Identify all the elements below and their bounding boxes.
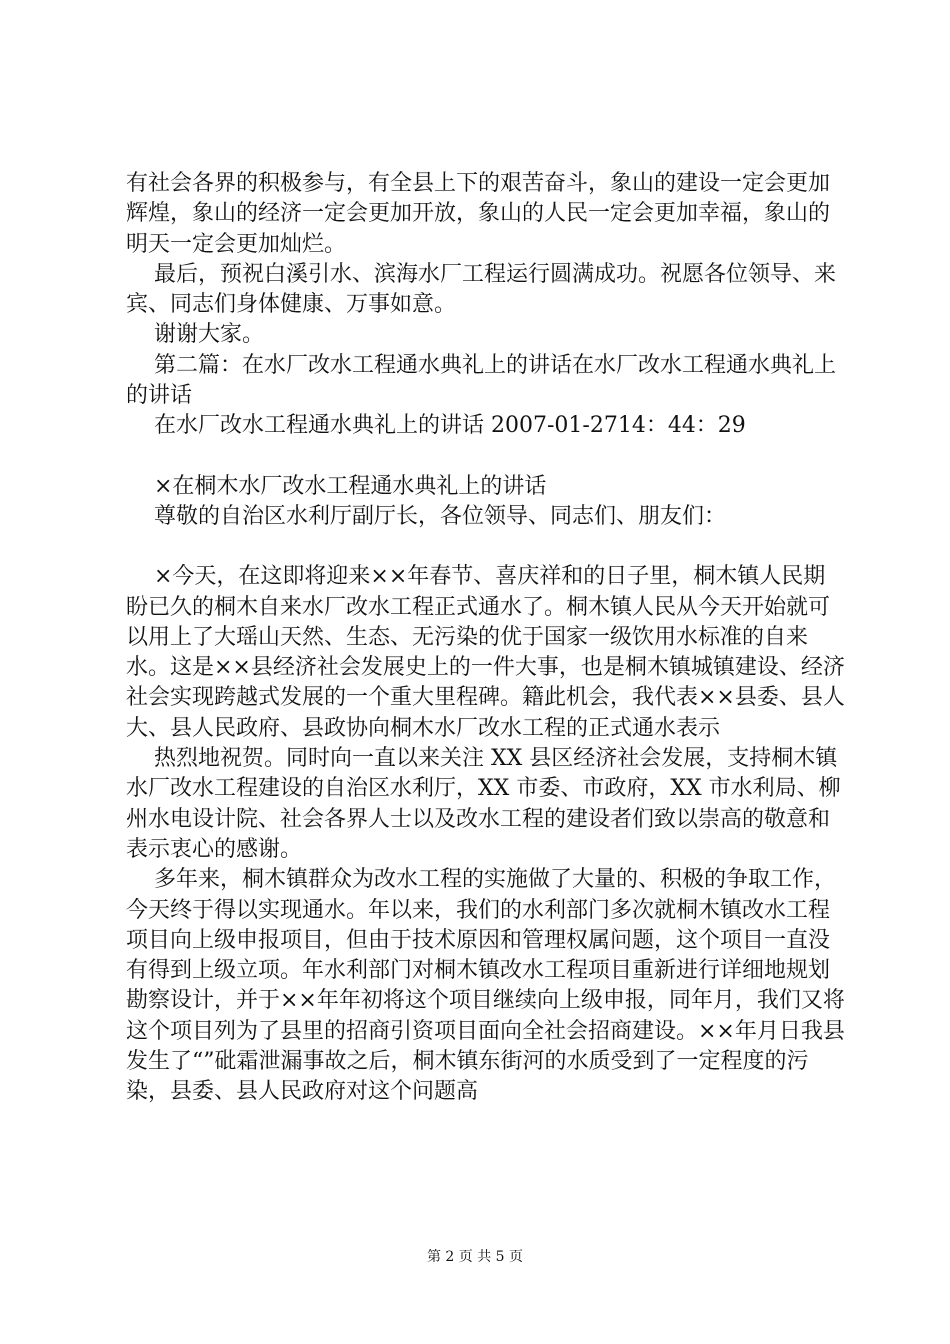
page-footer: 第 2 页 共 5 页	[426, 1249, 524, 1265]
speech-salutation: 尊敬的自治区水利厅副厅长，各位领导、同志们、朋友们：	[126, 503, 726, 529]
speech-title-with-date: 在水厂改水工程通水典礼上的讲话 2007-01-2714：44：29	[126, 413, 746, 439]
blank-line	[126, 442, 846, 472]
paragraph-history: 多年来，桐木镇群众为改水工程的实施做了大量的、积极的争取工作，今天终于得以实现通水。年以来，我们的水利部门多次就桐木镇改水工程项目向上级申报项目，但由于技术原因和管理权属问题，这个项目一直没有得到上级立项。年水利部门对桐木镇改水工程项目重新进行详细地规划勘察设计，并于××年年初将这个项目继续向上级申报，同年月，我们又将这个项目列为了县里的招商引资项目面向全社会招商建设。××年月日我县发生了“”砒霜泄漏事故之后，桐木镇东街河的水质受到了一定程度的污染，县委、县人民政府对这个问题高	[126, 867, 845, 1105]
paragraph-opening: ×今天，在这即将迎来××年春节、喜庆祥和的日子里，桐木镇人民期盼已久的桐木自来水厂改水工程正式通水了。桐木镇人民从今天开始就可以用上了大瑶山天然、生态、无污染的优于国家一级饮用水标准的自来水。这是××县经济社会发展史上的一件大事，也是桐木镇城镇建设、经济社会实现跨越式发展的一个重大里程碑。籍此机会，我代表××县委、县人大、县人民政府、县政协向桐木水厂改水工程的正式通水表示	[126, 564, 845, 741]
paragraph-final-blessing: 最后，预祝白溪引水、滨海水厂工程运行圆满成功。祝愿各位领导、来宾、同志们身体健康、万事如意。	[126, 261, 836, 318]
blank-line	[126, 532, 846, 562]
paragraph-thanks: 谢谢大家。	[126, 322, 264, 348]
speech-heading: ×在桐木水厂改水工程通水典礼上的讲话	[126, 473, 547, 499]
paragraph-closing-wishes: 有社会各界的积极参与，有全县上下的艰苦奋斗，象山的建设一定会更加辉煌，象山的经济一定会更加开放，象山的人民一定会更加幸福，象山的明天一定会更加灿烂。	[126, 171, 831, 257]
section-title-part-two: 第二篇：在水厂改水工程通水典礼上的讲话在水厂改水工程通水典礼上的讲话	[126, 352, 836, 409]
paragraph-congratulations: 热烈地祝贺。同时向一直以来关注 XX 县区经济社会发展，支持桐木镇水厂改水工程建设的自治区水利厅，XX 市委、市政府，XX 市水利局、柳州水电设计院、社会各界人士以及改水工程的建设者们致以崇高的敬意和表示衷心的感谢。	[126, 746, 841, 862]
document-body	[126, 169, 846, 1108]
